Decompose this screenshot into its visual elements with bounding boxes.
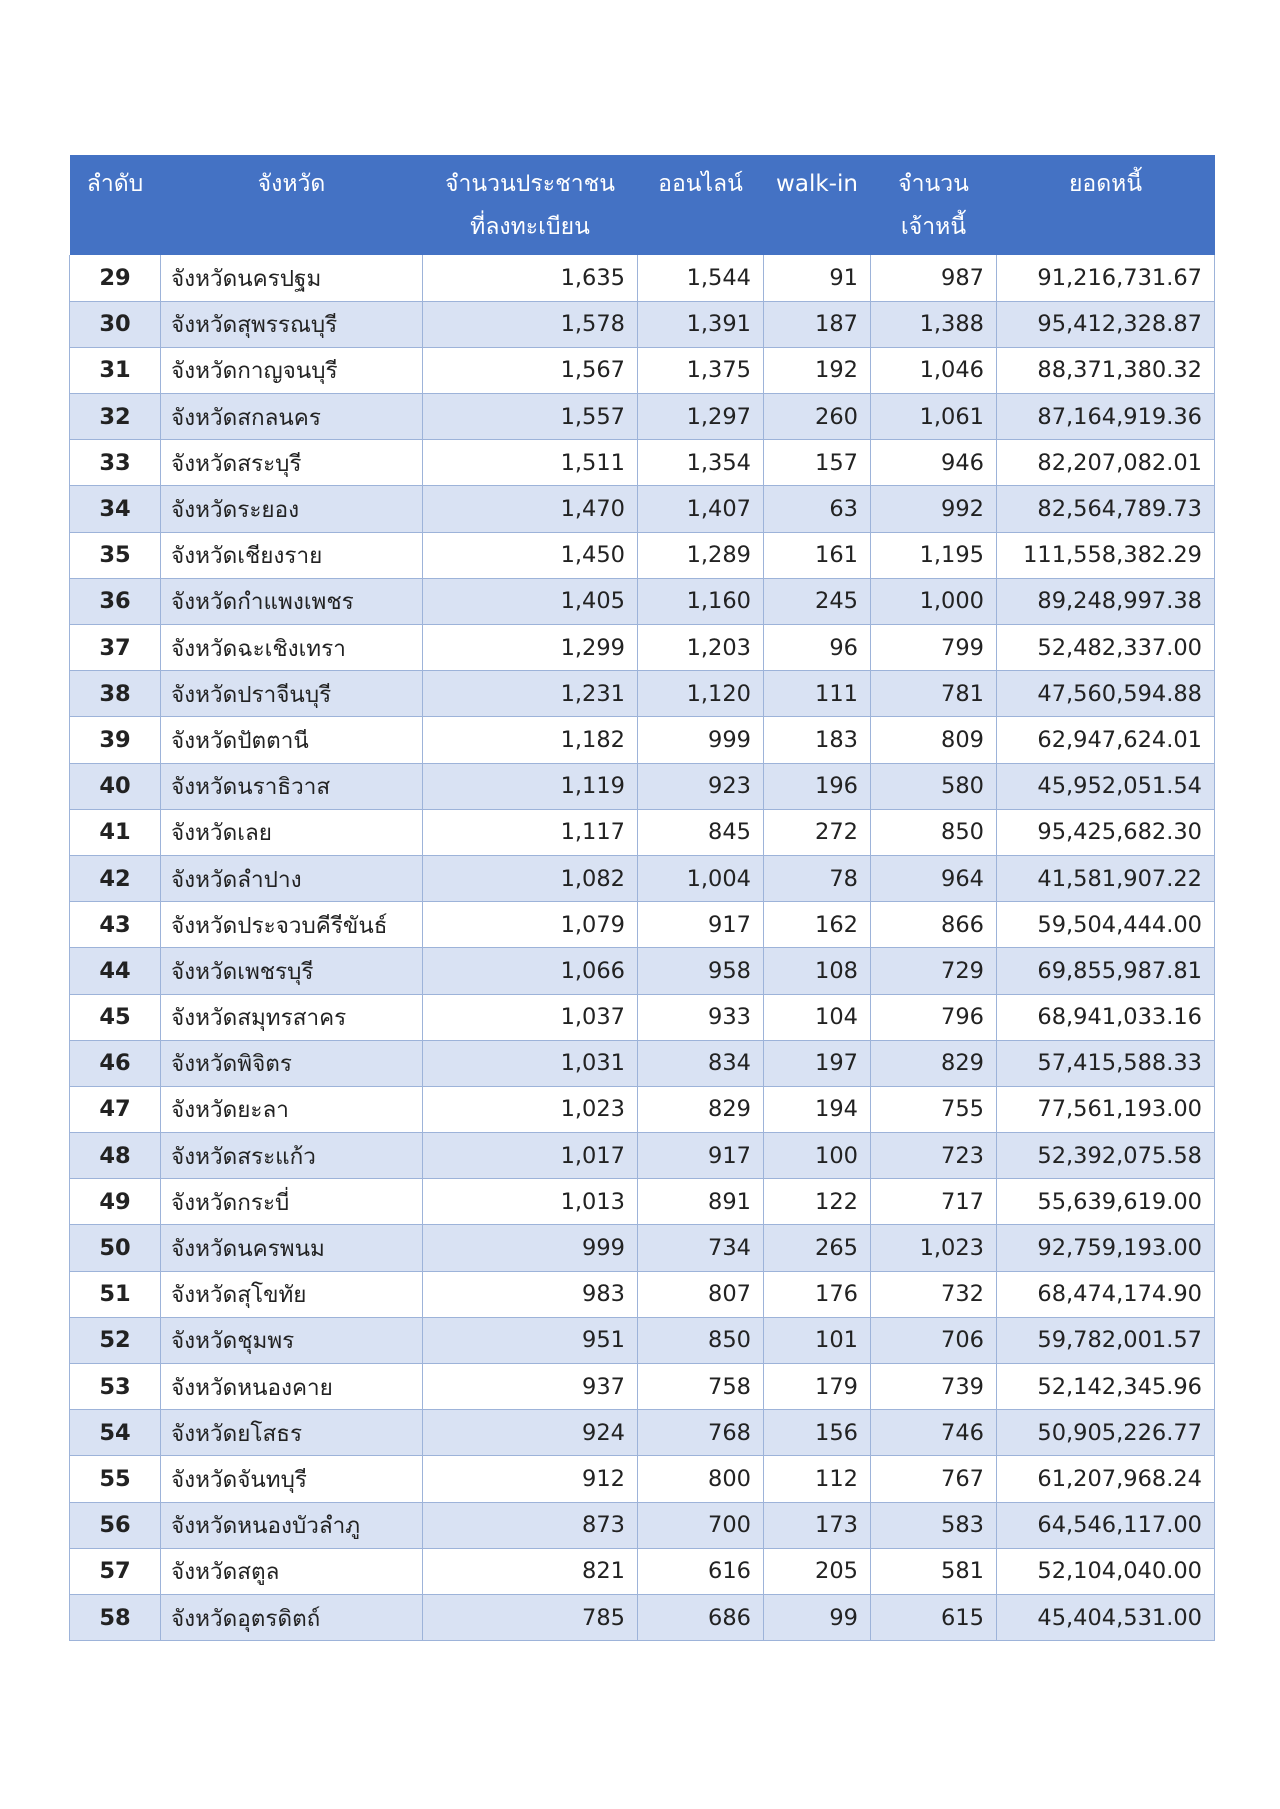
- table-row: [70, 1548, 1215, 1594]
- online-cell: 1,120: [638, 671, 764, 717]
- debt-cell: 68,941,033.16: [997, 994, 1215, 1040]
- registered-cell: 1,231: [423, 671, 638, 717]
- province-cell: จังหวัดสุโขทัย: [161, 1271, 423, 1317]
- online-cell: 758: [638, 1364, 764, 1410]
- walkin-cell: 122: [764, 1179, 871, 1225]
- online-cell: 1,391: [638, 301, 764, 347]
- rank-cell: 34: [70, 486, 161, 532]
- province-cell: จังหวัดกำแพงเพชร: [161, 578, 423, 624]
- table-row: [70, 1502, 1215, 1548]
- walkin-cell: 197: [764, 1040, 871, 1086]
- debt-cell: 41,581,907.22: [997, 855, 1215, 901]
- walkin-cell: 91: [764, 255, 871, 301]
- debt-cell: 82,564,789.73: [997, 486, 1215, 532]
- registered-cell: 1,567: [423, 347, 638, 393]
- province-cell: จังหวัดกระบี่: [161, 1179, 423, 1225]
- walkin-cell: 187: [764, 301, 871, 347]
- debt-cell: 92,759,193.00: [997, 1225, 1215, 1271]
- online-cell: 1,004: [638, 855, 764, 901]
- table-row: [70, 855, 1215, 901]
- table-row: [70, 486, 1215, 532]
- debt-cell: 52,142,345.96: [997, 1364, 1215, 1410]
- debt-cell: 68,474,174.90: [997, 1271, 1215, 1317]
- debt-cell: 89,248,997.38: [997, 578, 1215, 624]
- debt-cell: 59,504,444.00: [997, 902, 1215, 948]
- online-cell: 850: [638, 1317, 764, 1363]
- registered-cell: 1,117: [423, 809, 638, 855]
- online-cell: 917: [638, 902, 764, 948]
- registered-cell: 924: [423, 1410, 638, 1456]
- registered-cell: 873: [423, 1502, 638, 1548]
- debt-cell: 45,404,531.00: [997, 1594, 1215, 1640]
- creditors-cell: 581: [871, 1548, 997, 1594]
- header-province: จังหวัด: [161, 155, 423, 255]
- creditors-cell: 706: [871, 1317, 997, 1363]
- creditors-cell: 781: [871, 671, 997, 717]
- rank-cell: 48: [70, 1133, 161, 1179]
- table-row: [70, 440, 1215, 486]
- registered-cell: 821: [423, 1548, 638, 1594]
- table-row: [70, 301, 1215, 347]
- province-cell: จังหวัดฉะเชิงเทรา: [161, 625, 423, 671]
- rank-cell: 53: [70, 1364, 161, 1410]
- province-cell: จังหวัดระยอง: [161, 486, 423, 532]
- province-cell: จังหวัดนครพนม: [161, 1225, 423, 1271]
- rank-cell: 31: [70, 347, 161, 393]
- walkin-cell: 78: [764, 855, 871, 901]
- debt-cell: 111,558,382.29: [997, 532, 1215, 578]
- rank-cell: 41: [70, 809, 161, 855]
- debt-cell: 47,560,594.88: [997, 671, 1215, 717]
- rank-cell: 29: [70, 255, 161, 301]
- rank-cell: 49: [70, 1179, 161, 1225]
- online-cell: 700: [638, 1502, 764, 1548]
- rank-cell: 38: [70, 671, 161, 717]
- walkin-cell: 100: [764, 1133, 871, 1179]
- registered-cell: 937: [423, 1364, 638, 1410]
- online-cell: 1,160: [638, 578, 764, 624]
- online-cell: 834: [638, 1040, 764, 1086]
- debt-cell: 59,782,001.57: [997, 1317, 1215, 1363]
- rank-cell: 40: [70, 763, 161, 809]
- creditors-cell: 615: [871, 1594, 997, 1640]
- debt-cell: 52,392,075.58: [997, 1133, 1215, 1179]
- table-row: [70, 1456, 1215, 1502]
- rank-cell: 39: [70, 717, 161, 763]
- online-cell: 933: [638, 994, 764, 1040]
- online-cell: 845: [638, 809, 764, 855]
- province-cell: จังหวัดจันทบุรี: [161, 1456, 423, 1502]
- registered-cell: 1,017: [423, 1133, 638, 1179]
- province-cell: จังหวัดหนองคาย: [161, 1364, 423, 1410]
- province-cell: จังหวัดเพชรบุรี: [161, 948, 423, 994]
- creditors-cell: 850: [871, 809, 997, 855]
- creditors-cell: 946: [871, 440, 997, 486]
- walkin-cell: 176: [764, 1271, 871, 1317]
- registered-cell: 912: [423, 1456, 638, 1502]
- table-row: [70, 809, 1215, 855]
- header-walkin: walk-in: [764, 155, 871, 255]
- province-cell: จังหวัดสมุทรสาคร: [161, 994, 423, 1040]
- rank-cell: 52: [70, 1317, 161, 1363]
- walkin-cell: 112: [764, 1456, 871, 1502]
- registered-cell: 1,013: [423, 1179, 638, 1225]
- registered-cell: 1,405: [423, 578, 638, 624]
- walkin-cell: 108: [764, 948, 871, 994]
- table-row: [70, 1410, 1215, 1456]
- table-row: [70, 994, 1215, 1040]
- online-cell: 829: [638, 1086, 764, 1132]
- table-row: [70, 1133, 1215, 1179]
- walkin-cell: 96: [764, 625, 871, 671]
- registered-cell: 1,031: [423, 1040, 638, 1086]
- table-row: [70, 1271, 1215, 1317]
- registered-cell: 1,299: [423, 625, 638, 671]
- walkin-cell: 245: [764, 578, 871, 624]
- online-cell: 1,375: [638, 347, 764, 393]
- registered-cell: 1,023: [423, 1086, 638, 1132]
- table-row: [70, 902, 1215, 948]
- creditors-cell: 796: [871, 994, 997, 1040]
- registered-cell: 983: [423, 1271, 638, 1317]
- walkin-cell: 260: [764, 394, 871, 440]
- province-debt-table: [69, 155, 1215, 1641]
- online-cell: 1,297: [638, 394, 764, 440]
- debt-cell: 64,546,117.00: [997, 1502, 1215, 1548]
- registered-cell: 1,450: [423, 532, 638, 578]
- creditors-cell: 866: [871, 902, 997, 948]
- province-cell: จังหวัดยโสธร: [161, 1410, 423, 1456]
- walkin-cell: 173: [764, 1502, 871, 1548]
- header-registered: จำนวนประชาชน ที่ลงทะเบียน: [423, 155, 638, 255]
- creditors-cell: 964: [871, 855, 997, 901]
- registered-cell: 1,511: [423, 440, 638, 486]
- walkin-cell: 265: [764, 1225, 871, 1271]
- creditors-cell: 987: [871, 255, 997, 301]
- walkin-cell: 196: [764, 763, 871, 809]
- province-cell: จังหวัดอุตรดิตถ์: [161, 1594, 423, 1640]
- province-cell: จังหวัดสตูล: [161, 1548, 423, 1594]
- creditors-cell: 1,000: [871, 578, 997, 624]
- table-row: [70, 532, 1215, 578]
- walkin-cell: 63: [764, 486, 871, 532]
- province-cell: จังหวัดกาญจนบุรี: [161, 347, 423, 393]
- table-row: [70, 1086, 1215, 1132]
- province-cell: จังหวัดเลย: [161, 809, 423, 855]
- rank-cell: 56: [70, 1502, 161, 1548]
- province-cell: จังหวัดลำปาง: [161, 855, 423, 901]
- table-row: [70, 717, 1215, 763]
- rank-cell: 42: [70, 855, 161, 901]
- creditors-cell: 1,023: [871, 1225, 997, 1271]
- debt-cell: 77,561,193.00: [997, 1086, 1215, 1132]
- debt-cell: 91,216,731.67: [997, 255, 1215, 301]
- walkin-cell: 183: [764, 717, 871, 763]
- table-row: [70, 1225, 1215, 1271]
- online-cell: 616: [638, 1548, 764, 1594]
- table-body: [70, 255, 1215, 1641]
- walkin-cell: 104: [764, 994, 871, 1040]
- debt-cell: 55,639,619.00: [997, 1179, 1215, 1225]
- online-cell: 1,544: [638, 255, 764, 301]
- debt-cell: 87,164,919.36: [997, 394, 1215, 440]
- debt-cell: 62,947,624.01: [997, 717, 1215, 763]
- table-row: [70, 671, 1215, 717]
- header-debt: ยอดหนี้: [997, 155, 1215, 255]
- creditors-cell: 1,046: [871, 347, 997, 393]
- debt-cell: 69,855,987.81: [997, 948, 1215, 994]
- registered-cell: 1,037: [423, 994, 638, 1040]
- creditors-cell: 746: [871, 1410, 997, 1456]
- creditors-cell: 1,061: [871, 394, 997, 440]
- creditors-cell: 829: [871, 1040, 997, 1086]
- rank-cell: 58: [70, 1594, 161, 1640]
- rank-cell: 46: [70, 1040, 161, 1086]
- creditors-cell: 1,195: [871, 532, 997, 578]
- registered-cell: 1,182: [423, 717, 638, 763]
- online-cell: 958: [638, 948, 764, 994]
- registered-cell: 951: [423, 1317, 638, 1363]
- header-creditors: จำนวน เจ้าหนี้: [871, 155, 997, 255]
- walkin-cell: 205: [764, 1548, 871, 1594]
- table-row: [70, 1317, 1215, 1363]
- walkin-cell: 272: [764, 809, 871, 855]
- province-cell: จังหวัดประจวบคีรีขันธ์: [161, 902, 423, 948]
- debt-cell: 52,482,337.00: [997, 625, 1215, 671]
- debt-cell: 57,415,588.33: [997, 1040, 1215, 1086]
- rank-cell: 37: [70, 625, 161, 671]
- rank-cell: 30: [70, 301, 161, 347]
- registered-cell: 1,119: [423, 763, 638, 809]
- online-cell: 768: [638, 1410, 764, 1456]
- rank-cell: 54: [70, 1410, 161, 1456]
- creditors-cell: 732: [871, 1271, 997, 1317]
- registered-cell: 1,578: [423, 301, 638, 347]
- rank-cell: 45: [70, 994, 161, 1040]
- rank-cell: 43: [70, 902, 161, 948]
- debt-cell: 95,412,328.87: [997, 301, 1215, 347]
- registered-cell: 999: [423, 1225, 638, 1271]
- online-cell: 686: [638, 1594, 764, 1640]
- online-cell: 891: [638, 1179, 764, 1225]
- table-row: [70, 1364, 1215, 1410]
- walkin-cell: 156: [764, 1410, 871, 1456]
- online-cell: 999: [638, 717, 764, 763]
- province-cell: จังหวัดปัตตานี: [161, 717, 423, 763]
- online-cell: 1,407: [638, 486, 764, 532]
- province-cell: จังหวัดเชียงราย: [161, 532, 423, 578]
- registered-cell: 1,066: [423, 948, 638, 994]
- table-row: [70, 625, 1215, 671]
- debt-cell: 61,207,968.24: [997, 1456, 1215, 1502]
- registered-cell: 1,470: [423, 486, 638, 532]
- header-online: ออนไลน์: [638, 155, 764, 255]
- creditors-cell: 739: [871, 1364, 997, 1410]
- province-cell: จังหวัดพิจิตร: [161, 1040, 423, 1086]
- table-row: [70, 1594, 1215, 1640]
- rank-cell: 35: [70, 532, 161, 578]
- walkin-cell: 99: [764, 1594, 871, 1640]
- province-debt-table-container: [69, 155, 1214, 1641]
- debt-cell: 45,952,051.54: [997, 763, 1215, 809]
- creditors-cell: 723: [871, 1133, 997, 1179]
- creditors-cell: 717: [871, 1179, 997, 1225]
- rank-cell: 47: [70, 1086, 161, 1132]
- rank-cell: 44: [70, 948, 161, 994]
- walkin-cell: 179: [764, 1364, 871, 1410]
- creditors-cell: 992: [871, 486, 997, 532]
- province-cell: จังหวัดยะลา: [161, 1086, 423, 1132]
- rank-cell: 33: [70, 440, 161, 486]
- creditors-cell: 729: [871, 948, 997, 994]
- province-cell: จังหวัดชุมพร: [161, 1317, 423, 1363]
- creditors-cell: 755: [871, 1086, 997, 1132]
- debt-cell: 50,905,226.77: [997, 1410, 1215, 1456]
- table-row: [70, 1179, 1215, 1225]
- header-rank: ลำดับ: [70, 155, 161, 255]
- rank-cell: 55: [70, 1456, 161, 1502]
- table-row: [70, 763, 1215, 809]
- registered-cell: 1,079: [423, 902, 638, 948]
- creditors-cell: 799: [871, 625, 997, 671]
- online-cell: 807: [638, 1271, 764, 1317]
- registered-cell: 1,557: [423, 394, 638, 440]
- table-row: [70, 1040, 1215, 1086]
- registered-cell: 785: [423, 1594, 638, 1640]
- province-cell: จังหวัดหนองบัวลำภู: [161, 1502, 423, 1548]
- walkin-cell: 194: [764, 1086, 871, 1132]
- province-cell: จังหวัดสระบุรี: [161, 440, 423, 486]
- walkin-cell: 161: [764, 532, 871, 578]
- creditors-cell: 580: [871, 763, 997, 809]
- online-cell: 923: [638, 763, 764, 809]
- walkin-cell: 101: [764, 1317, 871, 1363]
- table-row: [70, 394, 1215, 440]
- online-cell: 917: [638, 1133, 764, 1179]
- online-cell: 1,354: [638, 440, 764, 486]
- online-cell: 1,203: [638, 625, 764, 671]
- province-cell: จังหวัดสกลนคร: [161, 394, 423, 440]
- creditors-cell: 1,388: [871, 301, 997, 347]
- province-cell: จังหวัดนครปฐม: [161, 255, 423, 301]
- online-cell: 1,289: [638, 532, 764, 578]
- registered-cell: 1,082: [423, 855, 638, 901]
- debt-cell: 52,104,040.00: [997, 1548, 1215, 1594]
- online-cell: 734: [638, 1225, 764, 1271]
- table-row: [70, 578, 1215, 624]
- debt-cell: 82,207,082.01: [997, 440, 1215, 486]
- rank-cell: 57: [70, 1548, 161, 1594]
- walkin-cell: 162: [764, 902, 871, 948]
- creditors-cell: 767: [871, 1456, 997, 1502]
- debt-cell: 88,371,380.32: [997, 347, 1215, 393]
- walkin-cell: 192: [764, 347, 871, 393]
- debt-cell: 95,425,682.30: [997, 809, 1215, 855]
- registered-cell: 1,635: [423, 255, 638, 301]
- table-header: [70, 155, 1215, 255]
- rank-cell: 51: [70, 1271, 161, 1317]
- province-cell: จังหวัดปราจีนบุรี: [161, 671, 423, 717]
- province-cell: จังหวัดนราธิวาส: [161, 763, 423, 809]
- walkin-cell: 111: [764, 671, 871, 717]
- rank-cell: 50: [70, 1225, 161, 1271]
- rank-cell: 32: [70, 394, 161, 440]
- table-row: [70, 255, 1215, 301]
- online-cell: 800: [638, 1456, 764, 1502]
- rank-cell: 36: [70, 578, 161, 624]
- table-row: [70, 347, 1215, 393]
- creditors-cell: 583: [871, 1502, 997, 1548]
- table-row: [70, 948, 1215, 994]
- walkin-cell: 157: [764, 440, 871, 486]
- province-cell: จังหวัดสุพรรณบุรี: [161, 301, 423, 347]
- creditors-cell: 809: [871, 717, 997, 763]
- province-cell: จังหวัดสระแก้ว: [161, 1133, 423, 1179]
